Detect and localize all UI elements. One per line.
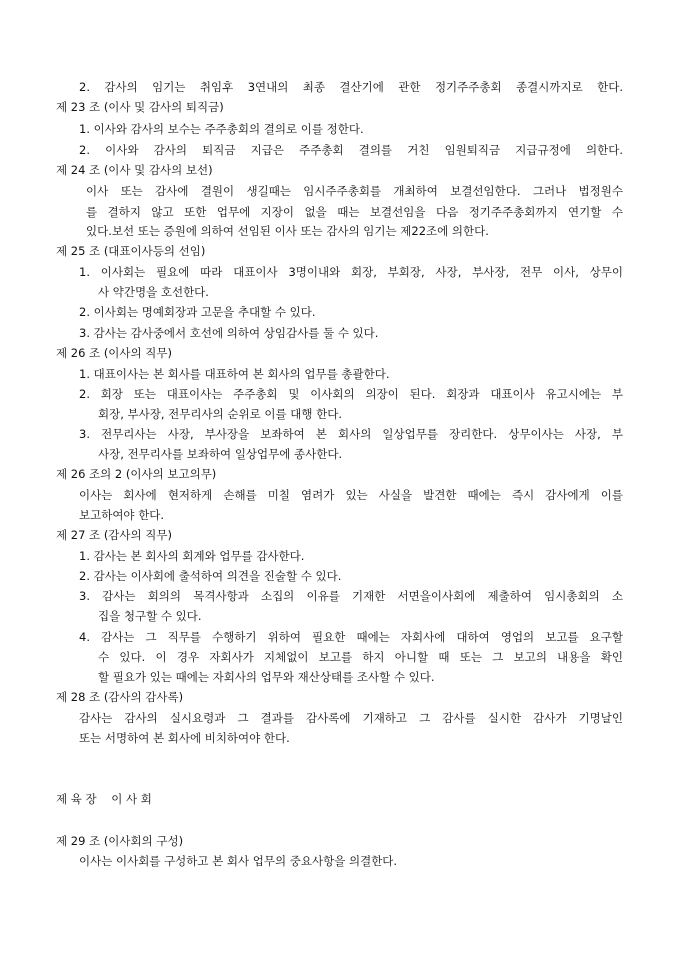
article-24-heading: 제 24 조 (이사 및 감사의 보선) — [56, 163, 213, 177]
article-24-text-line-2: 를 결하지 않고 또한 업무에 지장이 없을 때는 보결선임을 다음 정기주주총회까지 연기할 수 — [86, 205, 623, 219]
article-25-heading: 제 25 조 (대표이사등의 선임) — [56, 244, 206, 258]
article-23-item-1: 1. 이사와 감사의 보수는 주주총회의 결의로 이를 정한다. — [79, 122, 364, 136]
article-25-item-1-cont: 사 약간명을 호선한다. — [98, 285, 209, 299]
article-26-2-text-line-1: 이사는 회사에 현저하게 손해를 미칠 염려가 있는 사실을 발견한 때에는 즉시 감사에게 이를 — [79, 488, 623, 502]
chapter-6-heading: 제 육 장 이 사 회 — [56, 792, 152, 806]
article-23-item-2: 2. 이사와 감사의 퇴직금 지급은 주주총회 결의를 거친 임원퇴직금 지급규정에 의한다. — [79, 143, 623, 157]
article-27-item-4: 4. 감사는 그 직무를 수행하기 위하여 필요한 때에는 자회사에 대하여 영업의 보고를 요구할 — [79, 630, 623, 644]
article-26-item-2: 2. 회장 또는 대표이사는 주주총회 및 이사회의 의장이 된다. 회장과 대표이사 유고시에는 부 — [79, 387, 623, 401]
article-26-2-text-line-2: 보고하여야 한다. — [79, 508, 165, 522]
article-27-item-2: 2. 감사는 이사회에 출석하여 의견을 진술할 수 있다. — [79, 569, 342, 583]
article-26-item-3: 3. 전무리사는 사장, 부사장을 보좌하여 본 회사의 일상업무를 장리한다. 상무이사는 사장, 부 — [79, 427, 623, 441]
article-29-heading: 제 29 조 (이사회의 구성) — [56, 834, 184, 848]
article-28-text-line-2: 또는 서명하여 본 회사에 비치하여야 한다. — [79, 731, 290, 745]
article-27-item-4-cont-2: 할 필요가 있는 때에는 자회사의 업무와 재산상태를 조사할 수 있다. — [98, 670, 435, 684]
article-24-text-line-3: 있다.보선 또는 증원에 의하여 선임된 이사 또는 감사의 임기는 제22조에 의한다. — [86, 224, 489, 238]
article-26-item-1: 1. 대표이사는 본 회사를 대표하여 본 회사의 업무를 총괄한다. — [79, 367, 390, 381]
article-27-item-3-cont: 집을 청구할 수 있다. — [98, 609, 202, 623]
article-27-heading: 제 27 조 (감사의 직무) — [56, 528, 172, 542]
article-23-heading: 제 23 조 (이사 및 감사의 퇴직금) — [56, 100, 224, 114]
article-27-item-4-cont-1: 수 있다. 이 경우 자회사가 지체없이 보고를 하지 아니할 때 또는 그 보고의 내용을 확인 — [98, 650, 623, 664]
article-26-item-2-cont: 회장, 부사장, 전무리사의 순위로 이를 대행 한다. — [98, 407, 342, 421]
article-27-item-3: 3. 감사는 회의의 목격사항과 소집의 이유를 기재한 서면을이사회에 제출하여 임시총회의 소 — [79, 589, 623, 603]
article-27-item-1: 1. 감사는 본 회사의 회계와 업무를 감사한다. — [79, 549, 305, 563]
article-25-item-3: 3. 감사는 감사중에서 호선에 의하여 상임감사를 둘 수 있다. — [79, 326, 379, 340]
article-25-item-2: 2. 이사회는 명예회장과 고문을 추대할 수 있다. — [79, 305, 316, 319]
article-26-2-heading: 제 26 조의 2 (이사의 보고의무) — [56, 467, 217, 481]
article-22-item-2: 2. 감사의 임기는 취임후 3연내의 최종 결산기에 관한 정기주주총회 종결시까지로 한다. — [79, 80, 623, 94]
article-28-text-line-1: 감사는 감사의 실시요령과 그 결과를 감사록에 기재하고 그 감사를 실시한 감사가 기명날인 — [79, 711, 623, 725]
article-24-text-line-1: 이사 또는 감사에 결원이 생길때는 임시주주총회를 개최하여 보결선임한다. 그러나 법정원수 — [86, 184, 623, 198]
article-26-item-3-cont: 사장, 전무리사를 보좌하여 일상업무에 종사한다. — [98, 447, 343, 461]
article-26-heading: 제 26 조 (이사의 직무) — [56, 346, 172, 360]
article-25-item-1: 1. 이사회는 필요에 따라 대표이사 3명이내와 회장, 부회장, 사장, 부사장, 전무 이사, 상무이 — [79, 265, 623, 279]
article-28-heading: 제 28 조 (감사의 감사록) — [56, 690, 184, 704]
article-29-text: 이사는 이사회를 구성하고 본 회사 업무의 중요사항을 의결한다. — [79, 854, 398, 868]
